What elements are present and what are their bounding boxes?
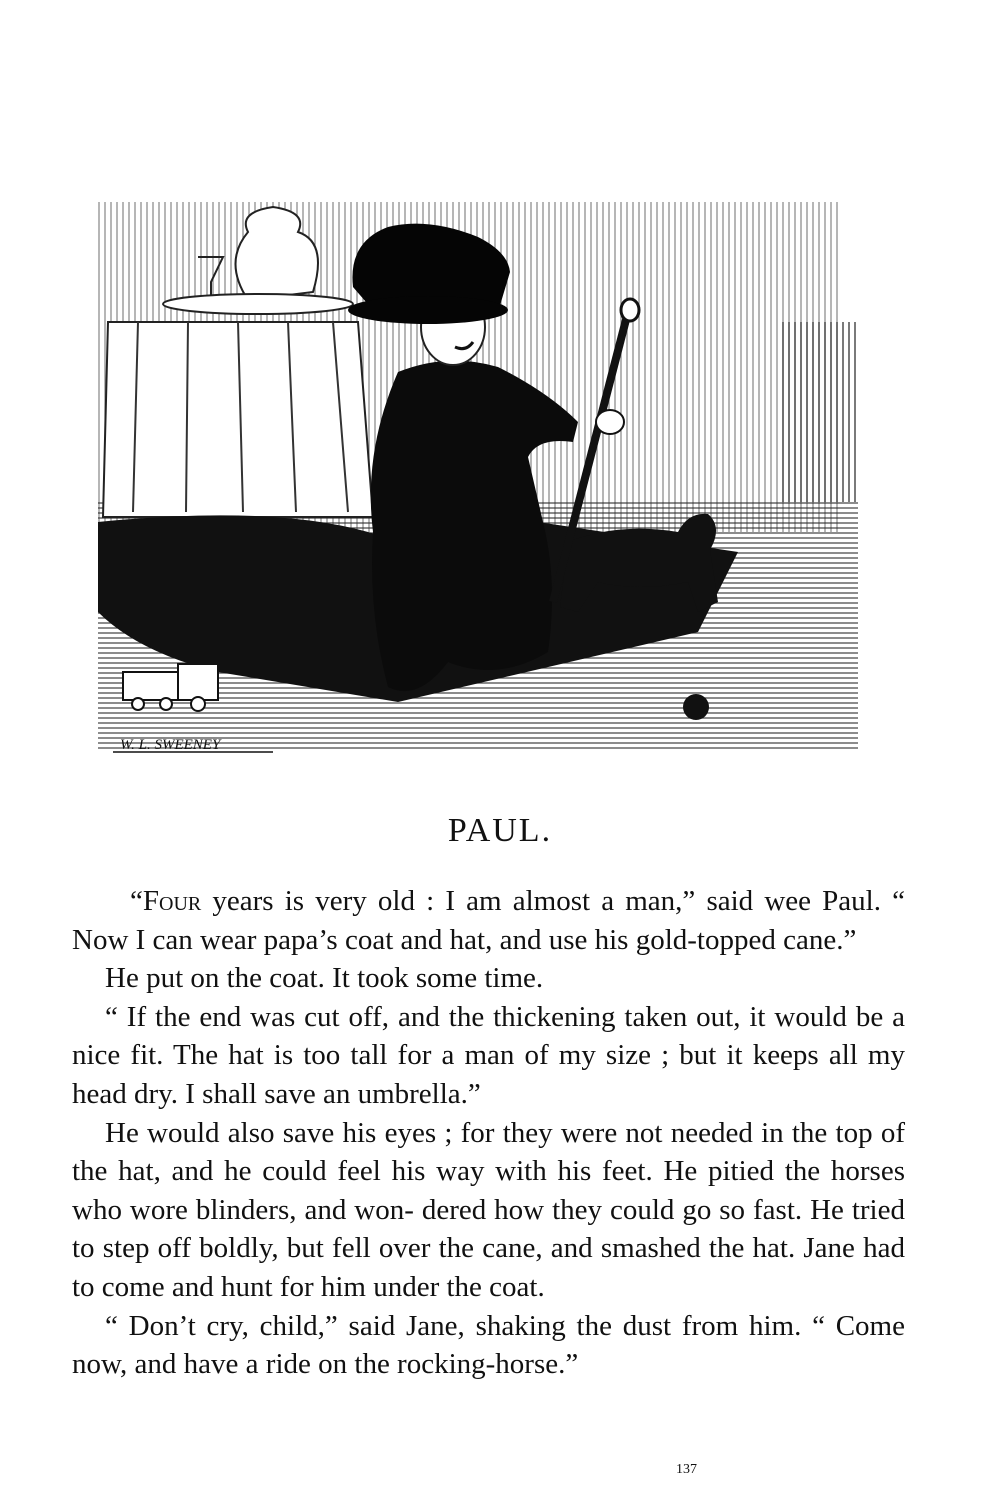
- engraving-illustration: [98, 182, 858, 772]
- story-body: [72, 882, 905, 1384]
- story-paragraph: He would also save his eyes ; for they were not needed in the top of the hat, and he could feel his way with his feet. He pitied the horses who wore blinders, and won- dered how they could go so fast. He tried to step off boldly, but fell over the cane, and smashed the hat. Jane had to come and hunt for him under the coat.: [72, 1116, 905, 1303]
- story-paragraph: “ Don’t cry, child,” said Jane, shaking the dust from him. “ Come now, and have a ride on the rocking-horse.”: [72, 1309, 905, 1381]
- story-paragraph: “Four years is very old : I am almost a man,” said wee Paul. “ Now I can wear papa’s coat and hat, and use his gold-topped cane.”: [72, 885, 905, 956]
- toy-train: [123, 664, 218, 711]
- chapter-title: PAUL.: [447, 812, 553, 849]
- cane-top: [621, 299, 639, 321]
- engraver-signature: W. L. SWEENEY: [120, 737, 221, 753]
- door-panel: [778, 322, 858, 502]
- story-paragraph: He put on the coat. It took some time.: [105, 962, 544, 995]
- ball: [683, 694, 709, 720]
- hat-brim: [348, 296, 508, 324]
- tray: [163, 294, 353, 314]
- story-paragraph: “ If the end was cut off, and the thickening taken out, it would be a nice fit. The hat is too tall for a man of my size ; but it keeps all my head dry. I shall save an umbrella.”: [72, 1000, 905, 1110]
- boy-hand: [596, 410, 624, 434]
- page-number: 137: [676, 1462, 697, 1477]
- opening-small-caps-word: Four: [142, 885, 202, 917]
